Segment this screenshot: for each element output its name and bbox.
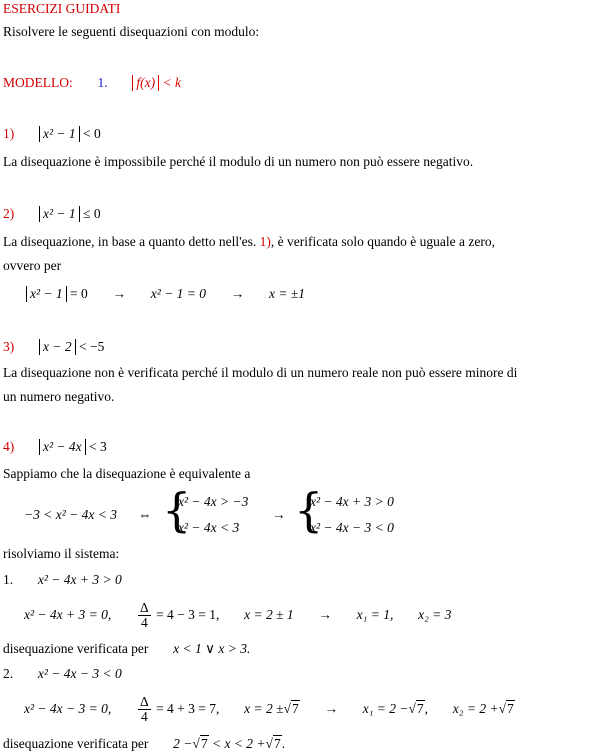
sqrt-icon: √ bbox=[265, 736, 273, 751]
step1-verified-label: disequazione verificata per bbox=[3, 641, 149, 656]
step1-eq: x² − 4x + 3 = 0, bbox=[24, 607, 112, 622]
step2-roots: x = 2 ± bbox=[244, 701, 284, 716]
model-formula-abs: f(x) bbox=[132, 75, 159, 91]
step2-eq: x² − 4x − 3 = 0, bbox=[24, 701, 112, 716]
step1-ineq-line bbox=[3, 571, 122, 589]
ex4-sys2-a: x² − 4x + 3 > 0 bbox=[310, 494, 394, 509]
step2-x1: x₁ = 2 − bbox=[362, 701, 409, 716]
ex2-sol-b: x² − 1 = 0 bbox=[150, 286, 207, 301]
model-line bbox=[3, 74, 181, 92]
step1-solution bbox=[24, 600, 451, 630]
ex2-solution bbox=[26, 285, 305, 303]
ex2-text-b: , è verificata solo quando è uguale a zero, bbox=[270, 234, 496, 249]
ex3-statement bbox=[3, 338, 104, 356]
ex1-rel: < 0 bbox=[83, 126, 101, 141]
ex2-text-c: ovvero per bbox=[3, 258, 62, 273]
ex2-text bbox=[3, 233, 495, 251]
ex4-rel: < 3 bbox=[89, 439, 107, 454]
ex2-formula: x² − 1 bbox=[39, 206, 80, 222]
ex4-text: Sappiamo che la disequazione è equivalente a bbox=[3, 466, 251, 481]
ex1-number: 1) bbox=[3, 126, 15, 141]
ex2-statement bbox=[3, 205, 101, 223]
step2-delta-val: = 4 + 3 = 7, bbox=[156, 701, 220, 716]
ex2-sol-a: = 0 bbox=[70, 286, 88, 301]
step2-delta-frac bbox=[138, 695, 151, 724]
step1-arrow: → bbox=[318, 607, 332, 622]
page-title: ESERCIZI GUIDATI bbox=[3, 1, 121, 16]
ex4-arrow: → bbox=[272, 507, 286, 522]
sqrt-icon: √ bbox=[498, 701, 506, 716]
step2-ineq: x² − 4x − 3 < 0 bbox=[37, 666, 122, 681]
ex1-statement bbox=[3, 125, 101, 143]
ex2-number: 2) bbox=[3, 206, 15, 221]
step2-ineq-line bbox=[3, 665, 122, 683]
step1-number: 1. bbox=[3, 572, 14, 587]
ex2-arrow-2: → bbox=[230, 286, 245, 301]
step1-verified-line bbox=[3, 640, 250, 658]
ex4-sys2-b: x² − 4x − 3 < 0 bbox=[310, 520, 394, 535]
ex4-formula: x² − 4x bbox=[39, 439, 86, 455]
step2-verified-a: 2 − bbox=[173, 736, 193, 751]
step2-arrow: → bbox=[324, 701, 338, 716]
ex4-sys1-a: x² − 4x > −3 bbox=[178, 494, 249, 509]
step2-rad-1: 7 bbox=[291, 701, 299, 716]
ex4-chain: −3 < x² − 4x < 3 bbox=[24, 507, 117, 522]
step2-number: 2. bbox=[3, 666, 14, 681]
step2-rad-4: 7 bbox=[200, 736, 208, 751]
ex4-brace-1: { bbox=[162, 483, 192, 537]
model-label: MODELLO: bbox=[3, 75, 73, 90]
intro-text: Risolvere le seguenti disequazioni con modulo: bbox=[3, 24, 260, 39]
step1-delta-num: Δ bbox=[140, 600, 149, 616]
step1-x2: x₂ = 3 bbox=[418, 607, 452, 622]
ex3-text-a: La disequazione non è verificata perché il modulo di un numero reale non può essere minore di bbox=[3, 365, 518, 380]
step2-verified-line bbox=[3, 735, 285, 753]
model-number: 1. bbox=[97, 75, 108, 90]
step2-x2: x₂ = 2 + bbox=[452, 701, 499, 716]
ex3-text-b: un numero negativo. bbox=[3, 389, 115, 404]
ex2-sol-c: x = ±1 bbox=[269, 286, 306, 301]
ex1-text: La disequazione è impossibile perché il modulo di un numero non può essere negativo. bbox=[3, 154, 474, 169]
step2-verified-label: disequazione verificata per bbox=[3, 736, 149, 751]
step2-verified-b: < x < 2 + bbox=[211, 736, 266, 751]
step1-x1: x₁ = 1, bbox=[356, 607, 394, 622]
step1-roots: x = 2 ± 1 bbox=[244, 607, 294, 622]
step1-ineq: x² − 4x + 3 > 0 bbox=[37, 572, 122, 587]
step1-delta-frac bbox=[138, 601, 151, 630]
model-formula-rel: < k bbox=[162, 75, 181, 90]
step2-rad-3: 7 bbox=[507, 701, 514, 716]
step2-rad-2: 7 bbox=[416, 701, 424, 716]
ex3-rel: < −5 bbox=[78, 339, 105, 354]
step2-solution: x² − 4x − 3 = 0, $\frac{\Delta}{4}$ = 4 + 3 = 7, x = 2 ±√7 → x₁ = 2 −√7, x₂ = 2 +√7 bbox=[24, 694, 514, 725]
ex2-arrow-1: → bbox=[112, 286, 127, 301]
step2-rad-5: 7 bbox=[273, 736, 281, 751]
ex4-iff: ⇔ bbox=[138, 507, 152, 522]
ex4-statement bbox=[3, 438, 107, 456]
ex4-brace-2: { bbox=[294, 483, 324, 537]
step1-verified: x < 1 ∨ x > 3. bbox=[173, 641, 251, 656]
step2-delta-den: 4 bbox=[140, 709, 148, 725]
ex2-sol-abs: x² − 1 bbox=[26, 286, 67, 302]
step2-verified-end: . bbox=[281, 736, 286, 751]
ex2-text-a: La disequazione, in base a quanto detto nell'es. bbox=[3, 234, 260, 249]
ex4-solve: risolviamo il sistema: bbox=[3, 546, 120, 561]
step1-delta-den: 4 bbox=[140, 615, 148, 631]
sqrt-icon: √ bbox=[192, 736, 200, 751]
ex1-formula: x² − 1 bbox=[39, 126, 80, 142]
ex3-number: 3) bbox=[3, 339, 15, 354]
step1-delta-val: = 4 − 3 = 1, bbox=[156, 607, 220, 622]
ex2-rel: ≤ 0 bbox=[83, 206, 101, 221]
ex3-formula: x − 2 bbox=[39, 339, 76, 355]
sqrt-icon: √ bbox=[283, 701, 291, 716]
ex4-sys1-b: x² − 4x < 3 bbox=[178, 520, 240, 535]
sqrt-icon: √ bbox=[408, 701, 416, 716]
ex2-text-ref: 1) bbox=[259, 234, 271, 249]
ex4-number: 4) bbox=[3, 439, 15, 454]
step2-delta-num: Δ bbox=[140, 694, 149, 710]
